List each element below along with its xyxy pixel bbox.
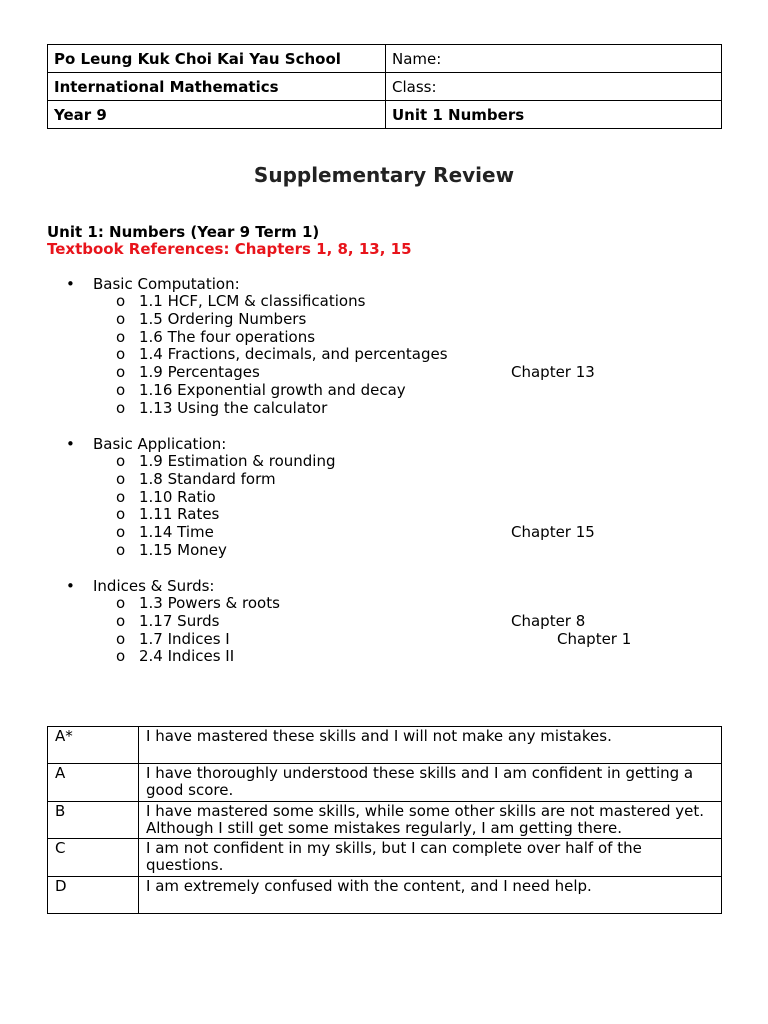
class-field[interactable]: Class:: [386, 73, 722, 101]
school-name: Po Leung Kuk Choi Kai Yau School: [48, 45, 386, 73]
unit-label: Unit 1 Numbers: [386, 101, 722, 129]
sub-bullet-icon: o: [116, 523, 126, 542]
topic-item: [0, 400, 768, 418]
topic-label: 2.4 Indices II: [139, 647, 235, 666]
unit-heading: Unit 1: Numbers (Year 9 Term 1): [47, 223, 320, 241]
level-row: [48, 876, 722, 913]
header-row: [48, 101, 722, 129]
level-row: [48, 727, 722, 764]
topic-label: 1.7 Indices I: [139, 629, 230, 648]
topic-section: [0, 577, 768, 666]
sub-bullet-icon: o: [116, 505, 126, 524]
description-cell: I have thoroughly understood these skills and I am confident in getting a good score.: [139, 764, 722, 801]
section-heading: [0, 577, 768, 595]
sub-bullet-icon: o: [116, 647, 126, 666]
sub-bullet-icon: o: [116, 380, 126, 399]
topic-item: [0, 311, 768, 329]
topic-item: [0, 631, 768, 649]
topic-label: 1.9 Percentages: [139, 363, 260, 382]
topic-item: [0, 346, 768, 364]
sub-bullet-icon: o: [116, 309, 126, 328]
name-field[interactable]: Name:: [386, 45, 722, 73]
topic-item: [0, 613, 768, 631]
topic-item: [0, 648, 768, 666]
topic-label: 1.14 Time: [139, 523, 214, 542]
bullet-icon: •: [66, 435, 75, 453]
topic-item: [0, 506, 768, 524]
topic-item: [0, 453, 768, 471]
topic-item: [0, 595, 768, 613]
sub-bullet-icon: o: [116, 469, 126, 488]
sub-bullet-icon: o: [116, 398, 126, 417]
level-row: [48, 839, 722, 876]
topic-item: [0, 382, 768, 400]
topic-item: [0, 489, 768, 507]
description-cell: I have mastered these skills and I will not make any mistakes.: [139, 727, 722, 764]
sub-bullet-icon: o: [116, 540, 126, 559]
self-assessment-table: [47, 726, 722, 914]
topic-item: [0, 542, 768, 560]
header-row: [48, 45, 722, 73]
level-row: [48, 764, 722, 801]
topic-label: 1.11 Rates: [139, 505, 220, 524]
textbook-references: Textbook References: Chapters 1, 8, 13, 15: [47, 240, 412, 258]
section-label: Basic Application:: [93, 435, 227, 453]
topic-item: [0, 524, 768, 542]
topic-section: [0, 435, 768, 560]
topic-label: 1.5 Ordering Numbers: [139, 309, 307, 328]
description-cell: I am not confident in my skills, but I can complete over half of the questions.: [139, 839, 722, 876]
header-row: [48, 73, 722, 101]
section-label: Indices & Surds:: [93, 577, 215, 595]
chapter-reference: Chapter 13: [511, 363, 595, 382]
sub-bullet-icon: o: [116, 345, 126, 364]
topic-label: 1.1 HCF, LCM & classifications: [139, 292, 366, 310]
chapter-reference: Chapter 1: [557, 629, 632, 648]
sub-bullet-icon: o: [116, 363, 126, 382]
grade-cell: C: [48, 839, 139, 876]
section-heading: [0, 435, 768, 453]
description-cell: I have mastered some skills, while some other skills are not mastered yet. Although I still get some mistakes regularly, I am getting there.: [139, 801, 722, 838]
grade-cell: A: [48, 764, 139, 801]
grade-cell: D: [48, 876, 139, 913]
topic-label: 1.8 Standard form: [139, 469, 276, 488]
topic-label: 1.9 Estimation & rounding: [139, 452, 336, 470]
topic-label: 1.3 Powers & roots: [139, 594, 280, 612]
sub-bullet-icon: o: [116, 594, 126, 612]
sub-bullet-icon: o: [116, 611, 126, 630]
section-label: Basic Computation:: [93, 275, 240, 293]
topic-label: 1.17 Surds: [139, 611, 220, 630]
topic-item: [0, 364, 768, 382]
grade-cell: B: [48, 801, 139, 838]
topic-section: [0, 275, 768, 418]
page-title: Supplementary Review: [253, 163, 515, 187]
topic-item: [0, 293, 768, 311]
topic-label: 1.10 Ratio: [139, 487, 216, 506]
subject-name: International Mathematics: [48, 73, 386, 101]
section-heading: [0, 275, 768, 293]
grade-cell: A*: [48, 727, 139, 764]
level-row: [48, 801, 722, 838]
bullet-icon: •: [66, 275, 75, 293]
topic-item: [0, 329, 768, 347]
year-label: Year 9: [48, 101, 386, 129]
sub-bullet-icon: o: [116, 452, 126, 470]
sub-bullet-icon: o: [116, 292, 126, 310]
header-table: [47, 44, 722, 129]
chapter-reference: Chapter 8: [511, 611, 586, 630]
topic-item: [0, 471, 768, 489]
description-cell: I am extremely confused with the content, and I need help.: [139, 876, 722, 913]
bullet-icon: •: [66, 577, 75, 595]
sub-bullet-icon: o: [116, 487, 126, 506]
sub-bullet-icon: o: [116, 327, 126, 346]
topic-label: 1.13 Using the calculator: [139, 398, 328, 417]
topic-label: 1.6 The four operations: [139, 327, 316, 346]
chapter-reference: Chapter 15: [511, 523, 595, 542]
topic-label: 1.4 Fractions, decimals, and percentages: [139, 345, 448, 364]
topic-label: 1.15 Money: [139, 540, 227, 559]
sub-bullet-icon: o: [116, 629, 126, 648]
topic-label: 1.16 Exponential growth and decay: [139, 380, 406, 399]
